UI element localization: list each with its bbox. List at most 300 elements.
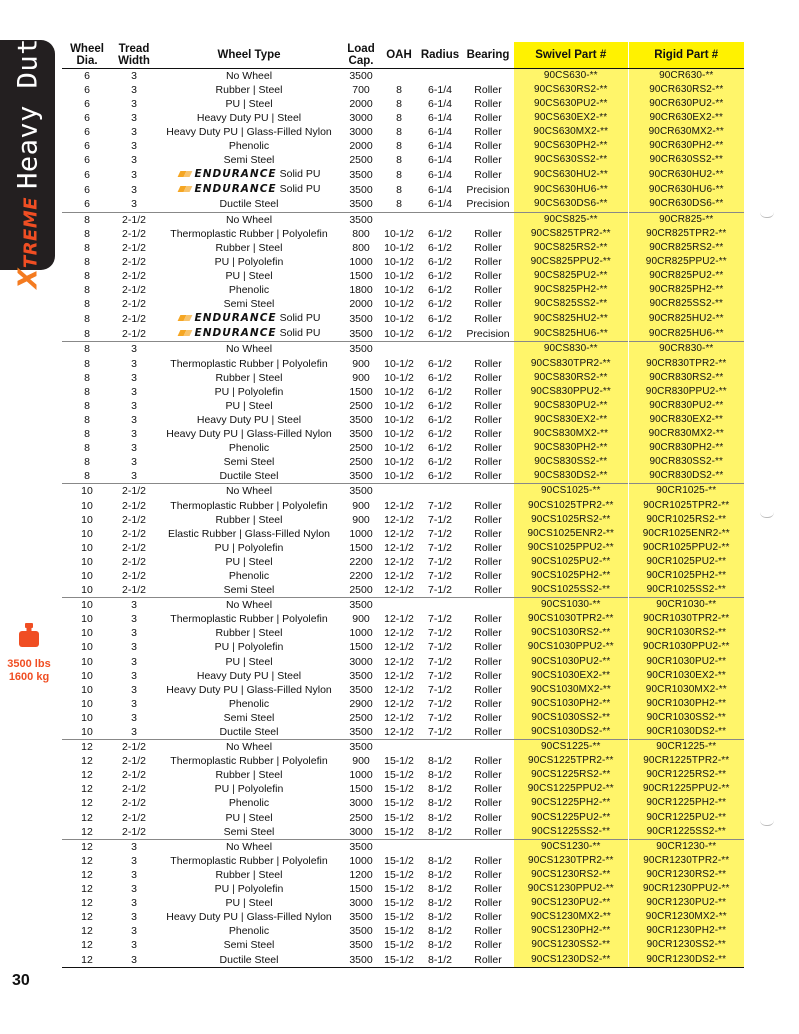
rigid-part-cell: 90CR830PU2-** (628, 399, 744, 413)
radius-cell: 6-1/2 (428, 255, 452, 268)
oah-cell: 8 (396, 139, 402, 152)
wheel-type-cell: Rubber | Steel (215, 868, 283, 881)
rigid-part-cell: 90CR1230PU2-** (628, 896, 744, 910)
endurance-brand: ENDURANCE (194, 327, 277, 340)
radius-cell: 8-1/2 (428, 825, 452, 838)
rigid-part-cell: 90CR825PPU2-** (628, 255, 744, 269)
rigid-part-cell: 90CR825-** (628, 212, 744, 227)
wheel-type-cell: PU | Polyolefin (214, 783, 284, 796)
oah-cell: 15-1/2 (384, 769, 414, 782)
load-cap-cell: 700 (352, 83, 370, 96)
swivel-part-cell: 90CS825PPU2-** (514, 255, 628, 269)
tread-width-cell: 3 (131, 883, 137, 896)
bearing-cell: Roller (474, 513, 502, 526)
bearing-cell: Precision (466, 198, 510, 211)
swivel-part-cell: 90CS1030DS2-** (514, 725, 628, 740)
wheel-type-cell: PU | Polyolefin (214, 541, 284, 554)
load-cap-cell: 2900 (349, 697, 373, 710)
endurance-wheel-type (178, 326, 321, 340)
bearing-cell: Roller (474, 783, 502, 796)
tread-width-cell: 3 (131, 399, 137, 412)
load-cap-cell: 2500 (349, 711, 373, 724)
wheel-type-cell: PU | Polyolefin (214, 641, 284, 654)
oah-cell (380, 839, 418, 854)
wheel-dia-cell: 12 (81, 769, 93, 782)
wheel-dia-cell: 10 (81, 641, 93, 654)
tread-width-cell: 2-1/2 (112, 212, 156, 227)
endurance-brand: ENDURANCE (194, 312, 277, 325)
col-header-wheel-type: Wheel Type (156, 42, 342, 68)
rigid-part-cell: 90CR1230PPU2-** (628, 882, 744, 896)
wheel-dia-cell: 6 (84, 154, 90, 167)
col-header-tread-width: Tread Width (112, 42, 156, 68)
load-cap-cell: 1500 (349, 541, 373, 554)
wheel-type-cell (156, 326, 342, 342)
wheel-type-cell: No Wheel (156, 839, 342, 854)
tread-width-cell: 3 (131, 413, 137, 426)
oah-cell: 15-1/2 (380, 953, 418, 968)
tread-width-cell: 3 (131, 456, 137, 469)
oah-cell: 15-1/2 (384, 897, 414, 910)
rigid-part-cell: 90CR1230PH2-** (628, 924, 744, 938)
tread-width-cell: 3 (131, 925, 137, 938)
oah-cell: 10-1/2 (384, 399, 414, 412)
bearing-cell: Roller (474, 428, 502, 441)
load-cap-cell: 3000 (349, 797, 373, 810)
oah-cell: 8 (396, 125, 402, 138)
wheel-type-cell: Semi Steel (223, 456, 275, 469)
radius-cell: 8-1/2 (428, 925, 452, 938)
rigid-part-cell: 90CR1230TPR2-** (628, 854, 744, 868)
rigid-part-cell: 90CR1025SS2-** (628, 583, 744, 598)
oah-cell (380, 212, 418, 227)
wheel-dia-cell: 6 (84, 111, 90, 124)
wheel-dia-cell: 10 (62, 484, 112, 499)
load-cap-cell: 1500 (349, 783, 373, 796)
wheel-dia-cell: 10 (81, 697, 93, 710)
series-label (12, 21, 43, 288)
tread-width-cell: 2-1/2 (122, 227, 146, 240)
oah-cell (380, 740, 418, 755)
tread-width-cell: 3 (131, 470, 137, 483)
wheel-dia-cell: 8 (62, 212, 112, 227)
table-row (62, 469, 744, 484)
oah-cell (380, 68, 418, 83)
rigid-part-cell: 90CR830MX2-** (628, 427, 744, 441)
tread-width-cell: 3 (131, 939, 137, 952)
rigid-part-cell: 90CR1025PU2-** (628, 555, 744, 569)
tread-width-cell: 3 (131, 655, 137, 668)
swivel-part-cell: 90CS830RS2-** (514, 371, 628, 385)
tread-width-cell: 3 (131, 868, 137, 881)
load-cap-cell: 3500 (342, 953, 380, 968)
rigid-part-cell: 90CR830DS2-** (628, 469, 744, 484)
load-cap-cell: 3500 (349, 198, 373, 211)
swivel-part-cell: 90CS825-** (514, 212, 628, 227)
tread-width-cell: 2-1/2 (122, 541, 146, 554)
table-row (62, 839, 744, 854)
wheel-type-cell: Heavy Duty PU | Steel (196, 669, 302, 682)
rigid-part-cell: 90CR1025PPU2-** (628, 541, 744, 555)
wheel-type-cell: Phenolic (228, 797, 270, 810)
wheel-dia-cell: 12 (62, 740, 112, 755)
oah-cell: 10-1/2 (384, 269, 414, 282)
wheel-type-cell: Phenolic (228, 139, 270, 152)
radius-cell: 6-1/2 (428, 413, 452, 426)
table-row (62, 541, 744, 555)
wheel-dia-cell: 12 (81, 939, 93, 952)
bearing-cell: Roller (474, 499, 502, 512)
bearing-cell: Roller (474, 541, 502, 554)
radius-cell: 6-1/4 (428, 125, 452, 138)
load-cap-cell: 3500 (349, 428, 373, 441)
bearing-cell: Roller (474, 470, 502, 483)
table-header-row (62, 42, 744, 68)
wheel-dia-cell: 8 (84, 456, 90, 469)
bearing-cell: Roller (474, 125, 502, 138)
swivel-part-cell: 90CS630PU2-** (514, 97, 628, 111)
load-cap-cell: 1500 (349, 641, 373, 654)
bearing-cell: Roller (474, 584, 502, 597)
swivel-part-cell: 90CS1025-** (514, 484, 628, 499)
radius-cell: 7-1/2 (428, 527, 452, 540)
wheel-dia-cell: 8 (84, 413, 90, 426)
load-cap-cell: 1800 (349, 284, 373, 296)
load-cap-cell: 3500 (342, 68, 380, 83)
wheel-type-cell: Heavy Duty PU | Steel (196, 111, 302, 124)
radius-cell: 7-1/2 (428, 499, 452, 512)
load-cap-cell: 3000 (349, 897, 373, 910)
radius-cell (418, 68, 462, 83)
load-cap-cell: 2500 (349, 456, 373, 469)
wheel-dia-cell: 10 (81, 555, 93, 568)
tread-width-cell: 2-1/2 (122, 755, 146, 768)
load-cap-cell: 1000 (349, 769, 373, 782)
table-row (62, 868, 744, 882)
oah-cell: 10-1/2 (384, 255, 414, 268)
swivel-part-cell: 90CS1030PH2-** (514, 697, 628, 711)
oah-cell: 15-1/2 (384, 883, 414, 896)
radius-cell: 7-1/2 (428, 726, 452, 738)
wheel-type-cell: PU | Steel (225, 897, 273, 910)
table-row (62, 555, 744, 569)
wheel-type-cell: Thermoplastic Rubber | Polyolefin (170, 357, 328, 370)
endurance-logo-icon (178, 329, 192, 337)
wheel-dia-cell: 12 (81, 897, 93, 910)
rigid-part-cell: 90CR1225PU2-** (628, 811, 744, 825)
radius-cell: 7-1/2 (428, 655, 452, 668)
wheel-type-cell: Semi Steel (223, 584, 275, 597)
bearing-cell: Roller (474, 284, 502, 296)
table-row (62, 385, 744, 399)
table-row (62, 399, 744, 413)
swivel-part-cell: 90CS1025RS2-** (514, 513, 628, 527)
radius-cell: 6-1/2 (428, 227, 452, 240)
tread-width-cell: 3 (131, 726, 137, 738)
caster-spec-table (62, 42, 744, 968)
table-row (62, 725, 744, 740)
oah-cell: 8 (396, 198, 402, 211)
swivel-part-cell: 90CS1030RS2-** (514, 626, 628, 640)
tread-width-cell: 2-1/2 (122, 255, 146, 268)
wheel-type-cell: Heavy Duty PU | Glass-Filled Nylon (166, 428, 332, 441)
wheel-type-cell (156, 167, 342, 182)
tread-width-cell: 2-1/2 (122, 783, 146, 796)
margin-mark (760, 820, 774, 826)
rigid-part-cell: 90CR830PH2-** (628, 441, 744, 455)
swivel-part-cell: 90CS1230PU2-** (514, 896, 628, 910)
tread-width-cell: 3 (131, 897, 137, 910)
oah-cell: 12-1/2 (384, 669, 414, 682)
rigid-part-cell: 90CR825PU2-** (628, 269, 744, 283)
bearing-cell: Roller (474, 312, 502, 325)
table-row (62, 326, 744, 342)
rigid-part-cell: 90CR630HU2-** (628, 167, 744, 182)
radius-cell: 6-1/2 (428, 385, 452, 398)
wheel-type-cell: Heavy Duty PU | Glass-Filled Nylon (166, 125, 332, 138)
swivel-part-cell: 90CS1230RS2-** (514, 868, 628, 882)
bearing-cell: Roller (474, 555, 502, 568)
table-row (62, 513, 744, 527)
bearing-cell: Roller (474, 371, 502, 384)
wheel-type-cell: Thermoplastic Rubber | Polyolefin (170, 227, 328, 240)
table-row (62, 427, 744, 441)
tread-width-cell: 3 (131, 125, 137, 138)
wheel-type-cell: Rubber | Steel (215, 371, 283, 384)
endurance-wheel-type (178, 182, 321, 196)
tread-width-cell: 3 (131, 911, 137, 924)
wheel-dia-cell: 10 (81, 711, 93, 724)
load-cap-cell: 3500 (349, 413, 373, 426)
bearing-cell (462, 598, 514, 613)
rigid-part-cell: 90CR825HU2-** (628, 311, 744, 326)
wheel-type-cell: PU | Steel (225, 97, 273, 110)
table-row (62, 139, 744, 153)
tread-width-cell: 3 (131, 711, 137, 724)
table-row (62, 740, 744, 755)
wheel-type-text: Solid PU (279, 168, 321, 181)
col-header-wheel-dia: Wheel Dia. (62, 42, 112, 68)
tread-width-cell: 3 (131, 697, 137, 710)
load-cap-cell: 3500 (349, 669, 373, 682)
wheel-type-cell: Ductile Steel (219, 726, 279, 738)
bearing-cell: Roller (474, 456, 502, 469)
radius-cell: 7-1/2 (428, 584, 452, 597)
rigid-part-cell: 90CR1025ENR2-** (628, 527, 744, 541)
wheel-dia-cell: 8 (84, 312, 90, 325)
rigid-part-cell: 90CR1230-** (628, 839, 744, 854)
radius-cell (418, 839, 462, 854)
rigid-part-cell: 90CR1225PPU2-** (628, 782, 744, 796)
oah-cell (380, 484, 418, 499)
swivel-part-cell: 90CS830TPR2-** (514, 357, 628, 371)
wheel-type-cell: No Wheel (156, 212, 342, 227)
tread-width-cell: 2-1/2 (122, 527, 146, 540)
oah-cell: 10-1/2 (384, 470, 414, 483)
wheel-dia-cell: 8 (84, 269, 90, 282)
radius-cell: 7-1/2 (428, 569, 452, 582)
wheel-type-cell: Semi Steel (223, 939, 275, 952)
rigid-part-cell: 90CR1030EX2-** (628, 669, 744, 683)
oah-cell: 10-1/2 (384, 371, 414, 384)
load-cap-cell: 3000 (349, 111, 373, 124)
swivel-part-cell: 90CS630RS2-** (514, 83, 628, 97)
load-cap-cell: 3500 (349, 911, 373, 924)
radius-cell: 6-1/2 (428, 371, 452, 384)
oah-cell: 15-1/2 (384, 868, 414, 881)
radius-cell: 8-1/2 (428, 883, 452, 896)
bearing-cell (462, 740, 514, 755)
weight-icon (18, 622, 40, 648)
wheel-dia-cell: 6 (84, 198, 90, 211)
radius-cell: 6-1/4 (428, 183, 452, 196)
load-cap-cell: 900 (352, 357, 370, 370)
wheel-type-cell: Thermoplastic Rubber | Polyolefin (170, 499, 328, 512)
caster-spec-table-wrapper (62, 42, 744, 968)
tread-width-cell: 3 (131, 183, 137, 196)
swivel-part-cell: 90CS1025PPU2-** (514, 541, 628, 555)
wheel-dia-cell: 8 (84, 399, 90, 412)
rigid-part-cell: 90CR1225RS2-** (628, 768, 744, 782)
endurance-brand: ENDURANCE (194, 183, 277, 196)
radius-cell (418, 740, 462, 755)
swivel-part-cell: 90CS1030PPU2-** (514, 640, 628, 654)
oah-cell: 8 (396, 183, 402, 196)
wheel-dia-cell: 10 (81, 499, 93, 512)
wheel-dia-cell: 8 (84, 442, 90, 455)
tread-width-cell: 3 (131, 357, 137, 370)
wheel-dia-cell: 8 (84, 371, 90, 384)
radius-cell: 6-1/2 (428, 269, 452, 282)
radius-cell: 7-1/2 (428, 683, 452, 696)
rigid-part-cell: 90CR825RS2-** (628, 241, 744, 255)
xtreme-logo: XTREME (13, 196, 43, 289)
load-cap-cell: 3000 (349, 125, 373, 138)
wheel-type-cell: Thermoplastic Rubber | Polyolefin (170, 854, 328, 867)
wheel-type-cell: PU | Polyolefin (214, 255, 284, 268)
table-body (62, 68, 744, 967)
rigid-part-cell: 90CR1230DS2-** (628, 953, 744, 968)
bearing-cell: Roller (474, 825, 502, 838)
swivel-part-cell: 90CS830PU2-** (514, 399, 628, 413)
bearing-cell: Roller (474, 97, 502, 110)
wheel-dia-cell: 12 (81, 854, 93, 867)
swivel-part-cell: 90CS1225PPU2-** (514, 782, 628, 796)
swivel-part-cell: 90CS825SS2-** (514, 297, 628, 311)
wheel-dia-cell: 6 (84, 97, 90, 110)
swivel-part-cell: 90CS825PU2-** (514, 269, 628, 283)
swivel-part-cell: 90CS830PPU2-** (514, 385, 628, 399)
rigid-part-cell: 90CR825HU6-** (628, 326, 744, 342)
table-row (62, 167, 744, 182)
tread-width-cell: 2-1/2 (112, 484, 156, 499)
oah-cell: 10-1/2 (384, 428, 414, 441)
wheel-type-cell: Phenolic (228, 569, 270, 582)
col-header-swivel-part: Swivel Part # (514, 42, 628, 68)
tread-width-cell: 3 (131, 111, 137, 124)
wheel-type-cell: No Wheel (156, 484, 342, 499)
wheel-type-cell: PU | Steel (225, 269, 273, 282)
oah-cell (380, 342, 418, 357)
table-row (62, 153, 744, 167)
load-cap-cell: 1500 (349, 883, 373, 896)
load-cap-cell: 1000 (349, 255, 373, 268)
tread-width-cell: 3 (131, 613, 137, 626)
swivel-part-cell: 90CS630-** (514, 68, 628, 83)
swivel-part-cell: 90CS830PH2-** (514, 441, 628, 455)
bearing-cell: Roller (474, 769, 502, 782)
radius-cell: 8-1/2 (428, 854, 452, 867)
table-row (62, 896, 744, 910)
table-row (62, 499, 744, 513)
radius-cell: 6-1/2 (428, 357, 452, 370)
wheel-dia-cell: 8 (84, 298, 90, 311)
wheel-type-cell: No Wheel (156, 68, 342, 83)
rigid-part-cell: 90CR830-** (628, 342, 744, 357)
radius-cell: 6-1/2 (428, 399, 452, 412)
rigid-part-cell: 90CR630DS6-** (628, 197, 744, 212)
oah-cell: 12-1/2 (384, 541, 414, 554)
max-load-kg: 1600 kg (8, 671, 50, 683)
tread-width-cell: 2-1/2 (122, 769, 146, 782)
wheel-type-text: Solid PU (279, 183, 321, 196)
wheel-dia-cell: 10 (81, 655, 93, 668)
table-row (62, 283, 744, 297)
oah-cell: 8 (396, 168, 402, 181)
wheel-dia-cell: 8 (84, 385, 90, 398)
wheel-dia-cell: 12 (81, 783, 93, 796)
table-row (62, 212, 744, 227)
swivel-part-cell: 90CS1230DS2-** (514, 953, 628, 968)
radius-cell: 8-1/2 (428, 797, 452, 810)
rigid-part-cell: 90CR1030SS2-** (628, 711, 744, 725)
oah-cell: 12-1/2 (384, 697, 414, 710)
radius-cell: 7-1/2 (428, 513, 452, 526)
bearing-cell: Roller (474, 227, 502, 240)
oah-cell: 8 (396, 111, 402, 124)
table-row (62, 754, 744, 768)
wheel-dia-cell: 10 (81, 513, 93, 526)
oah-cell: 12-1/2 (384, 613, 414, 626)
swivel-part-cell: 90CS1030TPR2-** (514, 612, 628, 626)
load-cap-cell: 1500 (349, 385, 373, 398)
table-row (62, 125, 744, 139)
table-row (62, 882, 744, 896)
rigid-part-cell: 90CR630-** (628, 68, 744, 83)
bearing-cell: Roller (474, 897, 502, 910)
wheel-type-cell: Heavy Duty PU | Glass-Filled Nylon (166, 911, 332, 924)
rigid-part-cell: 90CR1230MX2-** (628, 910, 744, 924)
oah-cell: 8 (396, 97, 402, 110)
wheel-dia-cell: 12 (62, 839, 112, 854)
radius-cell: 7-1/2 (428, 697, 452, 710)
table-row (62, 342, 744, 357)
bearing-cell (462, 342, 514, 357)
tread-width-cell: 2-1/2 (122, 284, 146, 296)
swivel-part-cell: 90CS630MX2-** (514, 125, 628, 139)
swivel-part-cell: 90CS1225TPR2-** (514, 754, 628, 768)
oah-cell: 12-1/2 (384, 726, 414, 738)
wheel-dia-cell: 12 (81, 825, 93, 838)
bearing-cell: Roller (474, 83, 502, 96)
endurance-logo-icon (178, 185, 192, 193)
wheel-dia-cell: 10 (81, 569, 93, 582)
wheel-type-cell: Thermoplastic Rubber | Polyolefin (170, 755, 328, 768)
swivel-part-cell: 90CS1030EX2-** (514, 669, 628, 683)
swivel-part-cell: 90CS1030-** (514, 598, 628, 613)
bearing-cell: Roller (474, 442, 502, 455)
rigid-part-cell: 90CR1025PH2-** (628, 569, 744, 583)
